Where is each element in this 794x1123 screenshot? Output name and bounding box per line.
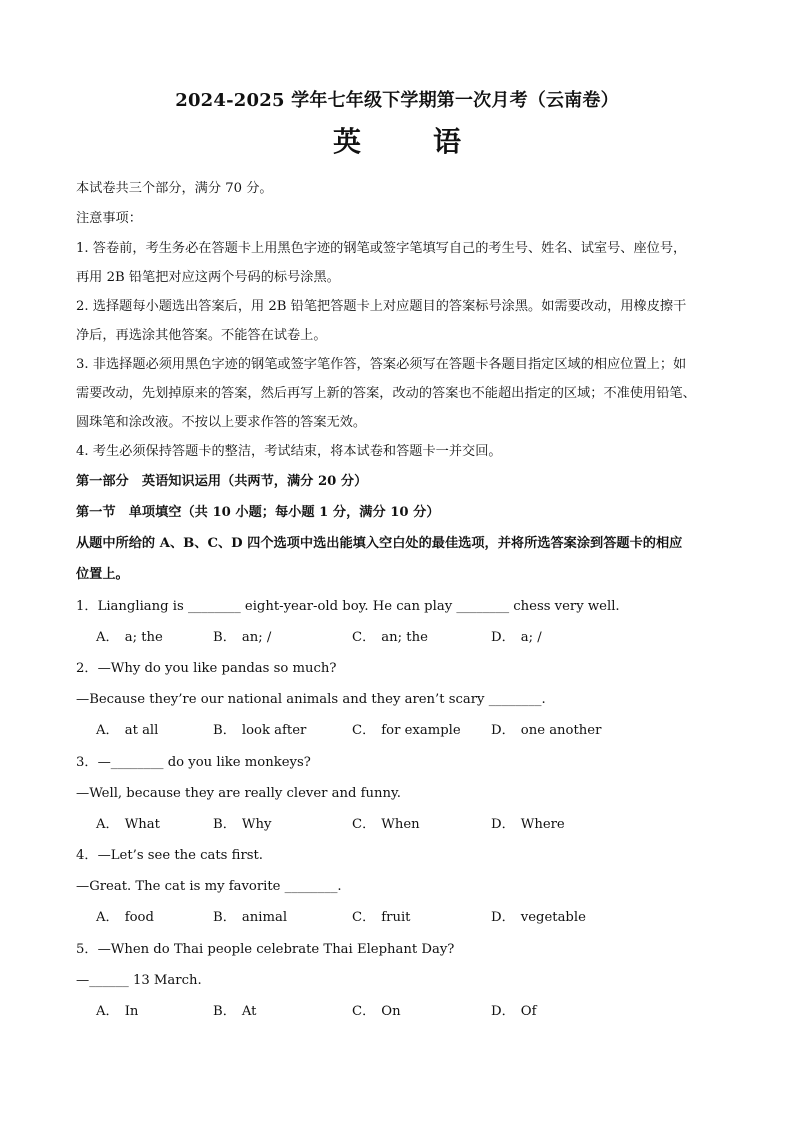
question-stem: 2．—Why do you like pandas so much?: [76, 661, 337, 676]
option-a: A． a; the: [96, 630, 163, 645]
option-row: [0, 722, 794, 740]
notice-line: 3. 非选择题必须用黑色字迹的钢笔或签字笔作答，答案必须写在答题卡各题目指定区域的相应位置上；如: [76, 357, 687, 372]
option-b: B． Why: [213, 817, 272, 832]
question-stem: 5．—When do Thai people celebrate Thai Elephant Day?: [76, 942, 455, 957]
option-b: B． At: [213, 1004, 257, 1019]
option-d: D． Where: [491, 817, 565, 832]
question-stem: 3．—________ do you like monkeys?: [76, 755, 311, 770]
instruction-line: 从题中所给的 A、B、C、D 四个选项中选出能填入空白处的最佳选项，并将所选答案涂到答题卡的相应: [76, 536, 683, 551]
question-stem: —______ 13 March.: [76, 973, 202, 988]
option-c: C． fruit: [352, 910, 411, 925]
option-b: B． an; /: [213, 630, 272, 645]
notice-line: 圆珠笔和涂改液。不按以上要求作答的答案无效。: [76, 415, 367, 430]
option-a: A． at all: [96, 723, 159, 738]
option-row: [0, 816, 794, 834]
notice-line: 1. 答卷前，考生务必在答题卡上用黑色字迹的钢笔或签字笔填写自己的考生号、姓名、试室号、座位号，: [76, 241, 687, 256]
notice-line: 需要改动，先划掉原来的答案，然后再写上新的答案，改动的答案也不能超出指定的区域；不准使用铅笔、: [76, 386, 696, 401]
option-d: D． a; /: [491, 630, 542, 645]
option-d: D． one another: [491, 723, 602, 738]
option-c: C． When: [352, 817, 420, 832]
notice-line: 净后，再选涂其他答案。不能答在试卷上。: [76, 328, 327, 343]
section-heading: 第一节 单项填空（共 10 小题；每小题 1 分，满分 10 分）: [76, 505, 440, 520]
question-stem: —Well, because they are really clever and funny.: [76, 786, 401, 801]
instruction-line: 位置上。: [76, 567, 129, 582]
option-row: [0, 1003, 794, 1021]
part-heading: 第一部分 英语知识运用（共两节，满分 20 分）: [76, 474, 368, 489]
exam-title: 2024-2025 学年七年级下学期第一次月考（云南卷）: [175, 90, 619, 111]
option-d: D． vegetable: [491, 910, 586, 925]
option-c: C． for example: [352, 723, 461, 738]
option-a: A． What: [96, 817, 160, 832]
notice-title: 注意事项：: [76, 211, 142, 226]
question-stem: —Great. The cat is my favorite ________.: [76, 879, 342, 894]
question-stem: 4．—Let’s see the cats first.: [76, 848, 264, 863]
subject-title: 英 语: [332, 125, 483, 158]
question-stem: —Because they’re our national animals and they aren’t scary ________.: [76, 692, 546, 707]
option-b: B． look after: [213, 723, 307, 738]
option-c: C． On: [352, 1004, 401, 1019]
question-stem: 1．Liangliang is ________ eight-year-old boy. He can play ________ chess very well.: [76, 599, 620, 614]
option-b: B． animal: [213, 910, 288, 925]
option-a: A． food: [96, 910, 154, 925]
option-row: [0, 909, 794, 927]
notice-line: 4. 考生必须保持答题卡的整洁，考试结束，将本试卷和答题卡一并交回。: [76, 444, 502, 459]
option-c: C． an; the: [352, 630, 428, 645]
notice-line: 再用 2B 铅笔把对应这两个号码的标号涂黑。: [76, 270, 340, 285]
option-d: D． Of: [491, 1004, 537, 1019]
notice-line: 2. 选择题每小题选出答案后，用 2B 铅笔把答题卡上对应题目的答案标号涂黑。如需要改动，用橡皮擦干: [76, 299, 687, 314]
total-score-note: 本试卷共三个部分，满分 70 分。: [76, 181, 273, 196]
option-row: [0, 629, 794, 647]
option-a: A． In: [96, 1004, 139, 1019]
